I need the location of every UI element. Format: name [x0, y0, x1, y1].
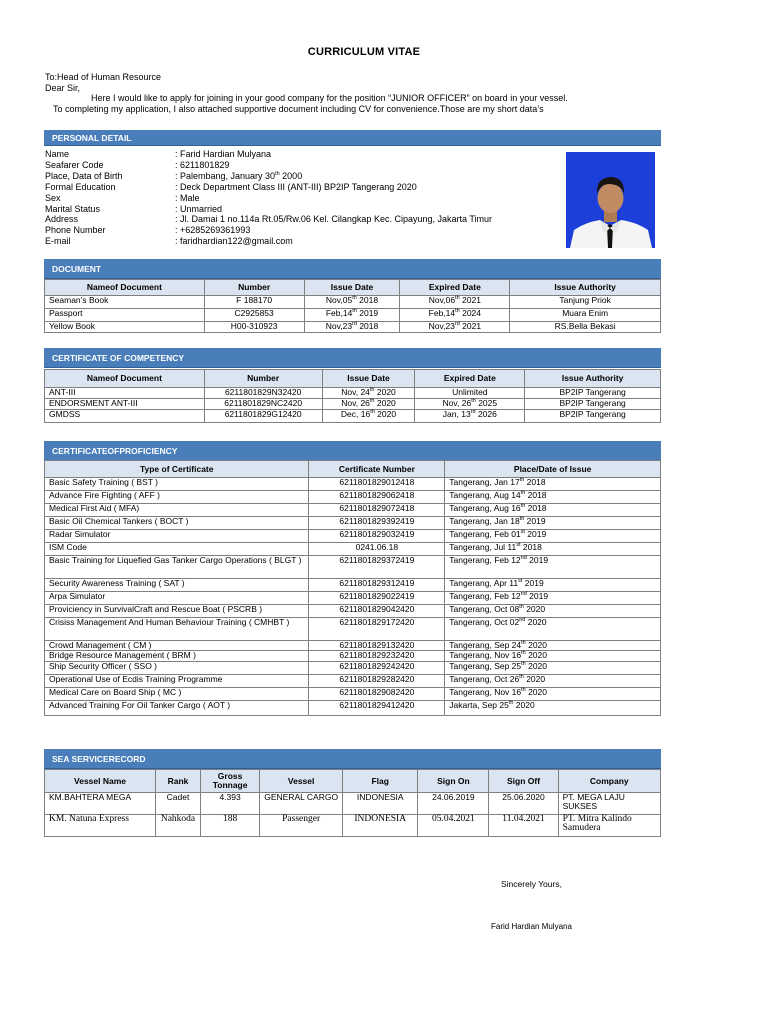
table-cell: 6211801829312419	[309, 579, 445, 592]
table-cell: 6211801829N32420	[204, 388, 322, 399]
column-header: Rank	[156, 770, 201, 793]
table-cell: 6211801829G12420	[204, 410, 322, 423]
personal-row	[45, 160, 492, 171]
table-row	[45, 579, 661, 592]
table-cell: Nahkoda	[156, 815, 201, 837]
column-header: Issue Date	[322, 370, 415, 388]
personal-row	[45, 171, 492, 182]
table-cell: Cadet	[156, 793, 201, 815]
table-cell: BP2IP Tangerang	[525, 399, 661, 410]
closing-regards: Sincerely Yours,	[501, 879, 562, 889]
table-row	[45, 605, 661, 618]
table-header-row	[45, 461, 661, 478]
table-cell: ISM Code	[45, 543, 309, 556]
column-header: Expired Date	[415, 370, 525, 388]
table-cell: Basic Training for Liquefied Gas Tanker Cargo Operations ( BLGT )	[45, 556, 309, 579]
personal-row	[45, 193, 492, 204]
personal-value: : Deck Department Class III (ANT-III) BP2IP Tangerang 2020	[175, 181, 417, 192]
table-cell: Medical First Aid ( MFA)	[45, 504, 309, 517]
personal-row	[45, 149, 492, 160]
table-cell: KM.BAHTERA MEGA	[45, 793, 156, 815]
table-cell: 6211801829412420	[309, 701, 445, 716]
table-cell: Dec, 16th 2020	[322, 410, 415, 423]
page-title: CURRICULUM VITAE	[307, 46, 421, 58]
column-header: Nameof Document	[45, 280, 205, 296]
table-cell: Nov, 24th 2020	[322, 388, 415, 399]
table-row	[45, 388, 661, 399]
table-cell: Bridge Resource Management ( BRM )	[45, 651, 309, 662]
table-cell: 6211801829062418	[309, 491, 445, 504]
table-cell: 6211801829082420	[309, 688, 445, 701]
column-header: Issue Date	[304, 280, 400, 296]
column-header: Expired Date	[400, 280, 510, 296]
table-row	[45, 322, 661, 333]
table-cell: Feb,14th 2024	[400, 309, 510, 322]
table-cell: 05.04.2021	[418, 815, 489, 837]
column-header: Issue Authority	[510, 280, 661, 296]
intro-greeting: Dear Sir,	[45, 82, 81, 93]
table-cell: Passport	[45, 309, 205, 322]
table-cell: KM. Natuna Express	[45, 815, 156, 837]
table-cell: Tangerang, Sep 25th 2020	[445, 662, 661, 675]
table-cell: 6211801829072418	[309, 504, 445, 517]
personal-label: Sex	[45, 192, 61, 203]
table-cell: Tanjung Priok	[510, 296, 661, 309]
table-cell: Passenger	[260, 815, 343, 837]
table-cell: Nov,06th 2021	[400, 296, 510, 309]
personal-value: : Unmarried	[175, 203, 223, 214]
table-cell: Nov,05th 2018	[304, 296, 400, 309]
column-header: Number	[204, 280, 304, 296]
table-cell: Muara Enim	[510, 309, 661, 322]
cop-header: CERTIFICATEOFPROFICIENCY	[44, 441, 661, 461]
table-cell: BP2IP Tangerang	[525, 388, 661, 399]
table-cell: 4.393	[200, 793, 259, 815]
table-cell: 188	[200, 815, 259, 837]
column-header: Company	[558, 770, 660, 793]
personal-value: : 6211801829	[175, 159, 230, 170]
table-row	[45, 641, 661, 651]
table-row	[45, 618, 661, 641]
table-cell: RS.Bella Bekasi	[510, 322, 661, 333]
table-cell: Feb,14th 2019	[304, 309, 400, 322]
table-cell: Tangerang, Feb 01st 2019	[445, 530, 661, 543]
table-cell: C2925853	[204, 309, 304, 322]
signature-name: Farid Hardian Mulyana	[491, 922, 572, 931]
table-cell: Nov,23rd 2021	[400, 322, 510, 333]
table-cell: Advanced Training For Oil Tanker Cargo ( AOT )	[45, 701, 309, 716]
table-cell: Crowd Management ( CM )	[45, 641, 309, 651]
table-row	[45, 504, 661, 517]
column-header: Sign On	[418, 770, 489, 793]
table-cell: 6211801829372419	[309, 556, 445, 579]
table-row	[45, 309, 661, 322]
table-cell: Tangerang, Jan 17th 2018	[445, 478, 661, 491]
table-cell: GENERAL CARGO	[260, 793, 343, 815]
table-row	[45, 592, 661, 605]
table-cell: Jakarta, Sep 25th 2020	[445, 701, 661, 716]
table-row	[45, 651, 661, 662]
table-cell: Ship Security Officer ( SSO )	[45, 662, 309, 675]
table-cell: 6211801829172420	[309, 618, 445, 641]
table-cell: 6211801829042420	[309, 605, 445, 618]
personal-row	[45, 236, 492, 247]
table-cell: H00-310923	[204, 322, 304, 333]
table-cell: ANT-III	[45, 388, 205, 399]
table-header-row	[45, 370, 661, 388]
person-photo-icon	[566, 152, 655, 248]
personal-label: Formal Education	[45, 181, 116, 192]
personal-label: Seafarer Code	[45, 159, 104, 170]
table-cell: 6211801829282420	[309, 675, 445, 688]
table-row	[45, 675, 661, 688]
table-cell: Arpa Simulator	[45, 592, 309, 605]
table-cell: Tangerang, Aug 14th 2018	[445, 491, 661, 504]
table-header-row	[45, 280, 661, 296]
table-cell: 24.06.2019	[418, 793, 489, 815]
table-cell: Tangerang, Oct 26th 2020	[445, 675, 661, 688]
column-header: Gross Tonnage	[200, 770, 259, 793]
table-cell: Basic Safety Training ( BST )	[45, 478, 309, 491]
table-cell: Advance Fire Fighting ( AFF )	[45, 491, 309, 504]
table-cell: 11.04.2021	[489, 815, 558, 837]
table-row	[45, 793, 661, 815]
table-cell: 6211801829032419	[309, 530, 445, 543]
sea-header: SEA SERVICERECORD	[44, 749, 661, 769]
table-row	[45, 556, 661, 579]
personal-value[interactable]: : faridhardian122@gmail.com	[175, 236, 293, 247]
table-row	[45, 478, 661, 491]
table-cell: Basic Oil Chemical Tankers ( BOCT )	[45, 517, 309, 530]
table-cell: GMDSS	[45, 410, 205, 423]
table-cell: 6211801829012418	[309, 478, 445, 491]
document-table	[44, 279, 661, 333]
table-row	[45, 815, 661, 837]
personal-label: Name	[45, 149, 70, 159]
column-header: Vessel	[260, 770, 343, 793]
coc-header: CERTIFICATE OF COMPETENCY	[44, 348, 661, 368]
table-row	[45, 530, 661, 543]
column-header: Number	[204, 370, 322, 388]
table-cell: INDONESIA	[343, 793, 418, 815]
intro-line-1: Here I would like to apply for joining in your good company for the position “JUNIOR OFFICER” on board in your vessel.	[91, 93, 568, 103]
table-row	[45, 491, 661, 504]
table-cell: Tangerang, Sep 24th 2020	[445, 641, 661, 651]
table-cell: Tangerang, Apr 11st 2019	[445, 579, 661, 592]
sea-table	[44, 769, 661, 837]
table-row	[45, 701, 661, 716]
coc-table	[44, 369, 661, 423]
column-header: Vessel Name	[45, 770, 156, 793]
personal-row	[45, 214, 492, 225]
table-cell: PT. MEGA LAJU SUKSES	[558, 793, 660, 815]
table-row	[45, 543, 661, 556]
column-header: Sign Off	[489, 770, 558, 793]
table-row	[45, 662, 661, 675]
table-row	[45, 688, 661, 701]
table-cell: 25.06.2020	[489, 793, 558, 815]
personal-value: : +6285269361993	[175, 225, 251, 236]
column-header: Type of Certificate	[45, 461, 309, 478]
table-cell: Tangerang, Feb 12nd 2019	[445, 592, 661, 605]
table-cell: Tangerang, Jul 11st 2018	[445, 543, 661, 556]
table-cell: Tangerang, Nov 16th 2020	[445, 688, 661, 701]
table-header-row	[45, 770, 661, 793]
table-cell: Seaman’s Book	[45, 296, 205, 309]
table-cell: PT. Mitra Kalindo Samudera	[558, 815, 660, 837]
intro-line-2: To completing my application, I also attached supportive document including CV for convenience.Those are my short data’s	[53, 103, 544, 114]
personal-value: : Male	[175, 192, 200, 203]
table-cell: 6211801829022419	[309, 592, 445, 605]
profile-photo	[566, 152, 655, 248]
table-cell: Security Awareness Training ( SAT )	[45, 579, 309, 592]
table-cell: Tangerang, Nov 16th 2020	[445, 651, 661, 662]
table-cell: Nov, 26th 2020	[322, 399, 415, 410]
table-cell: Yellow Book	[45, 322, 205, 333]
column-header: Certificate Number	[309, 461, 445, 478]
personal-value: : Palembang, January 30th 2000	[175, 170, 303, 181]
table-cell: Proviciency in SurvivalCraft and Rescue Boat ( PSCRB )	[45, 605, 309, 618]
table-cell: 6211801829232420	[309, 651, 445, 662]
table-cell: Tangerang, Aug 16th 2018	[445, 504, 661, 517]
personal-row	[45, 204, 492, 215]
table-cell: Tangerang, Feb 12nd 2019	[445, 556, 661, 579]
intro-to: To:Head of Human Resource	[45, 72, 162, 82]
personal-label: Marital Status	[45, 203, 101, 214]
personal-detail-list	[45, 149, 492, 247]
table-cell: Unlimited	[415, 388, 525, 399]
table-cell: 6211801829NC2420	[204, 399, 322, 410]
table-cell: Radar Simulator	[45, 530, 309, 543]
table-cell: Operational Use of Ecdis Training Programme	[45, 675, 309, 688]
table-cell: Jan, 13rd 2026	[415, 410, 525, 423]
table-cell: 0241.06.18	[309, 543, 445, 556]
personal-detail-header: PERSONAL DETAIL	[44, 130, 661, 146]
personal-label: E-mail	[45, 236, 71, 247]
table-cell: Tangerang, Oct 08th 2020	[445, 605, 661, 618]
table-row	[45, 399, 661, 410]
table-cell: Nov, 26th 2025	[415, 399, 525, 410]
personal-value: : Jl. Damai 1 no.114a Rt.05/Rw.06 Kel. Cilangkap Kec. Cipayung, Jakarta Timur	[175, 214, 492, 225]
column-header: Flag	[343, 770, 418, 793]
table-cell: Tangerang, Jan 18th 2019	[445, 517, 661, 530]
table-cell: BP2IP Tangerang	[525, 410, 661, 423]
table-cell: Nov,23rd 2018	[304, 322, 400, 333]
table-cell: 6211801829132420	[309, 641, 445, 651]
table-cell: Tangerang, Oct 02nd 2020	[445, 618, 661, 641]
table-cell: Crisiss Management And Human Behaviour Training ( CMHBT )	[45, 618, 309, 641]
column-header: Place/Date of Issue	[445, 461, 661, 478]
table-row	[45, 296, 661, 309]
personal-row	[45, 225, 492, 236]
personal-label: Phone Number	[45, 225, 106, 236]
table-cell: Medical Care on Board Ship ( MC )	[45, 688, 309, 701]
table-cell: F 188170	[204, 296, 304, 309]
table-cell: 6211801829392419	[309, 517, 445, 530]
cop-table	[44, 460, 661, 716]
table-cell: INDONESIA	[343, 815, 418, 837]
intro-letter	[45, 72, 685, 114]
table-cell: ENDORSMENT ANT-III	[45, 399, 205, 410]
column-header: Issue Authority	[525, 370, 661, 388]
personal-label: Address	[45, 214, 79, 225]
personal-label: Place, Data of Birth	[45, 170, 123, 181]
personal-row	[45, 182, 492, 193]
table-cell: 6211801829242420	[309, 662, 445, 675]
table-row	[45, 517, 661, 530]
personal-value: : Farid Hardian Mulyana	[175, 149, 272, 159]
column-header: Nameof Document	[45, 370, 205, 388]
document-header: DOCUMENT	[44, 259, 661, 279]
table-row	[45, 410, 661, 423]
